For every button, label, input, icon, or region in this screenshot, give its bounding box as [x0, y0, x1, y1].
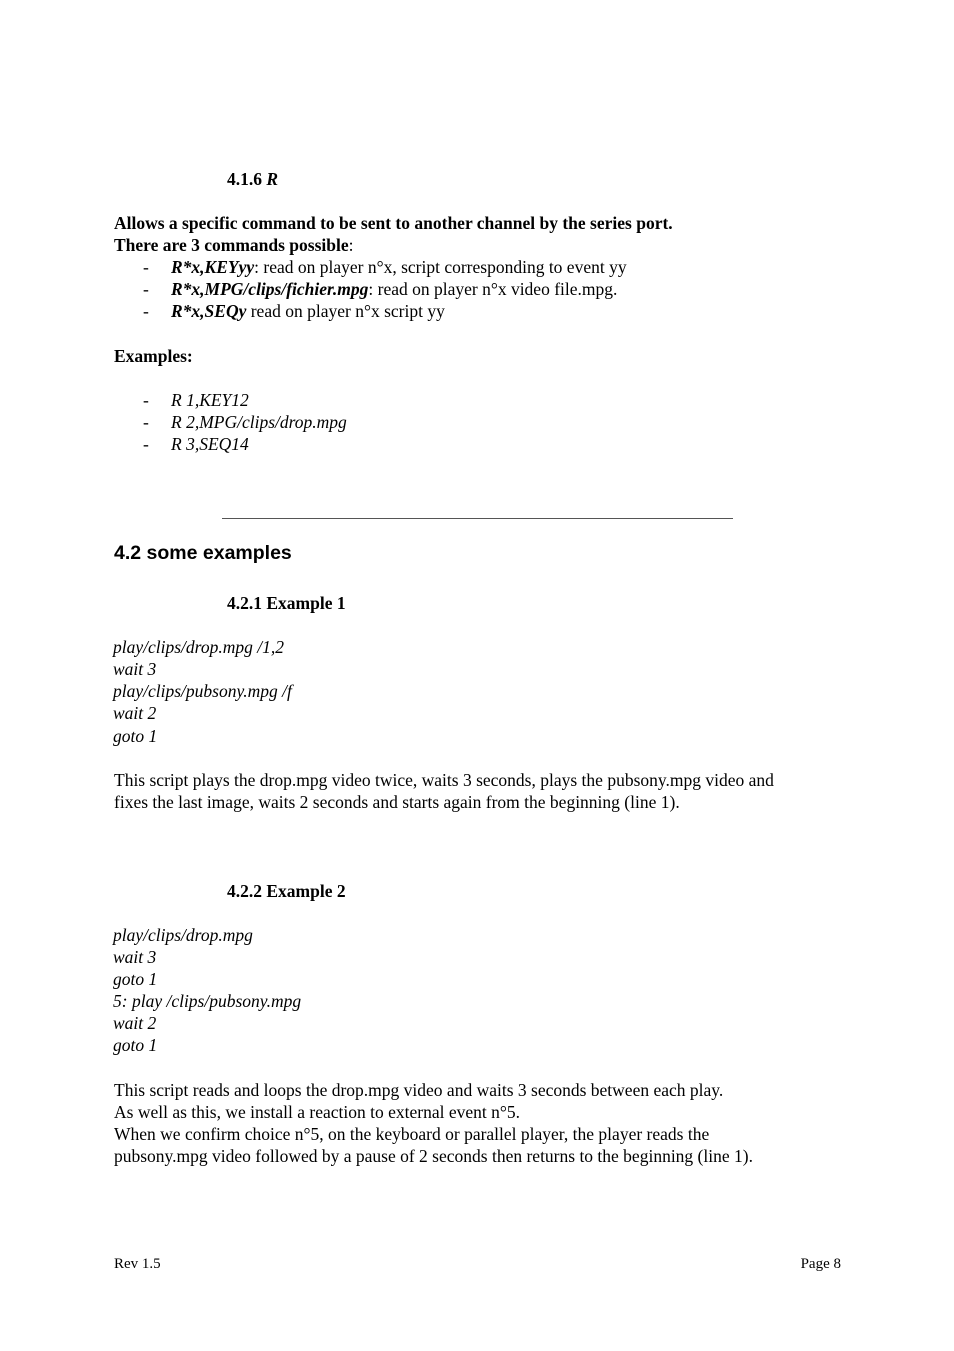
horizontal-divider — [222, 518, 733, 519]
example-2-heading: 4.2.2 Example 2 — [227, 881, 346, 901]
list-dash: - — [143, 279, 149, 299]
code-line: play/clips/drop.mpg /1,2 — [113, 637, 284, 657]
code-line: 5: play /clips/pubsony.mpg — [113, 991, 302, 1011]
code-line: goto 1 — [113, 726, 158, 746]
code-line: wait 2 — [113, 1013, 157, 1033]
command-code: R*x,SEQy — [171, 301, 247, 321]
code-line: wait 2 — [113, 703, 157, 723]
example-1-desc-line-1: This script plays the drop.mpg video twice, waits 3 seconds, plays the pubsony.mpg video and — [114, 770, 774, 790]
example-text: R 2,MPG/clips/drop.mpg — [171, 412, 347, 432]
example-text: R 3,SEQ14 — [171, 434, 249, 454]
section-heading-4-2: 4.2 some examples — [114, 542, 292, 564]
desc-line: This script reads and loops the drop.mpg video and waits 3 seconds between each play. — [114, 1080, 724, 1100]
desc-line: pubsony.mpg video followed by a pause of 2 seconds then returns to the beginning (line 1). — [114, 1146, 753, 1166]
command-code: R*x,KEYyy — [171, 257, 255, 277]
list-dash: - — [143, 257, 149, 277]
code-line: play/clips/drop.mpg — [113, 925, 253, 945]
desc-line: When we confirm choice n°5, on the keyboard or parallel player, the player reads the — [114, 1124, 710, 1144]
intro-line-2-bold: There are 3 commands possible — [114, 235, 349, 255]
footer-revision: Rev 1.5 — [114, 1256, 161, 1272]
command-code: R*x,MPG/clips/fichier.mpg — [171, 279, 369, 299]
code-line: wait 3 — [113, 947, 157, 967]
list-dash: - — [143, 412, 149, 432]
code-line: goto 1 — [113, 1035, 158, 1055]
list-item-text — [171, 278, 617, 300]
section-letter: R — [266, 169, 279, 189]
list-dash: - — [143, 434, 149, 454]
list-dash: - — [143, 301, 149, 321]
list-item-text — [171, 300, 445, 322]
intro-line-2 — [114, 234, 354, 256]
intro-line-1: Allows a specific command to be sent to another channel by the series port. — [114, 213, 673, 233]
command-desc: : read on player n°x video file.mpg. — [368, 279, 618, 299]
code-line: play/clips/pubsony.mpg /f — [113, 681, 292, 701]
code-line: goto 1 — [113, 969, 158, 989]
command-desc: read on player n°x script yy — [246, 301, 445, 321]
list-dash: - — [143, 390, 149, 410]
example-1-heading: 4.2.1 Example 1 — [227, 593, 346, 613]
footer-page-number: Page 8 — [800, 1256, 841, 1272]
examples-label: Examples: — [114, 346, 193, 366]
example-text: R 1,KEY12 — [171, 390, 249, 410]
command-desc: : read on player n°x, script corresponding to event yy — [254, 257, 627, 277]
intro-line-2-rest: : — [348, 235, 354, 255]
section-number: 4.1.6 — [227, 169, 262, 189]
example-1-desc-line-2: fixes the last image, waits 2 seconds and starts again from the beginning (line 1). — [114, 792, 680, 812]
desc-line: As well as this, we install a reaction to external event n°5. — [114, 1102, 520, 1122]
section-heading-4-1-6 — [227, 168, 278, 190]
list-item-text — [171, 256, 627, 278]
code-line: wait 3 — [113, 659, 157, 679]
